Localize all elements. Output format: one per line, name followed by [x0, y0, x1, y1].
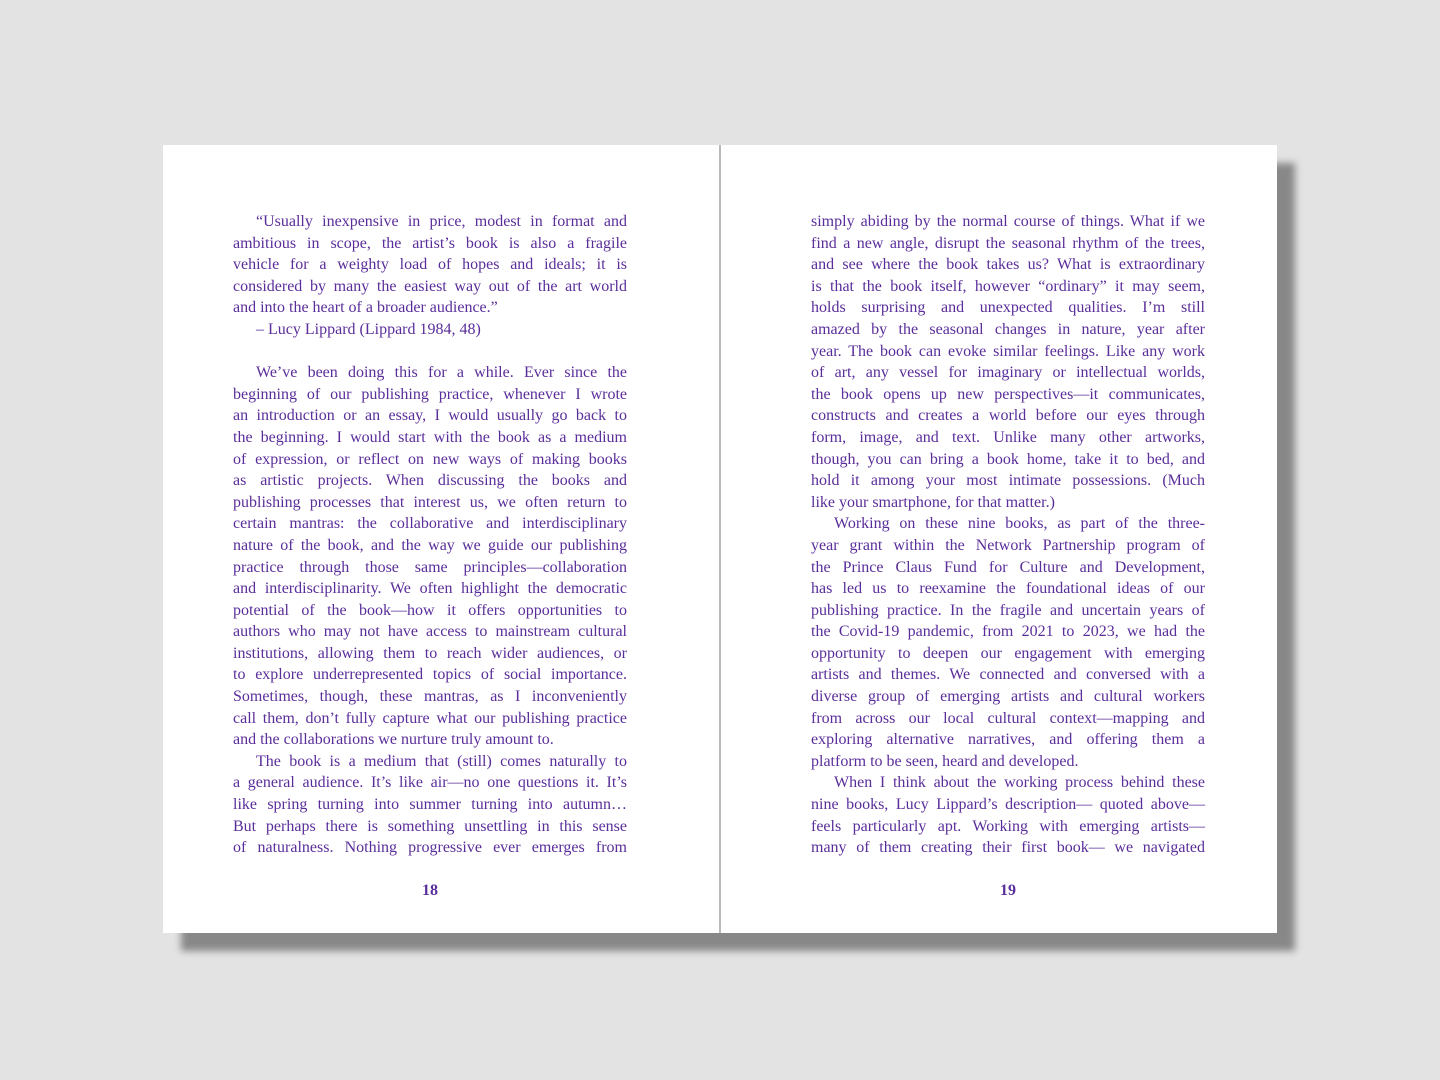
- epigraph-attribution: – Lucy Lippard (Lippard 1984, 48): [256, 320, 481, 338]
- page-number-left: 18: [422, 882, 438, 899]
- text-line: beginning of our publishing practice, whenever I wrote: [233, 385, 627, 403]
- text-line: like spring turning into summer turning into autumn…: [233, 796, 627, 814]
- text-line: platform to be seen, heard and developed.: [811, 752, 1079, 770]
- text-line: as artistic projects. When discussing the books and: [233, 472, 627, 490]
- text-line: a general audience. It’s like air—no one questions it. It’s: [233, 774, 627, 792]
- text-line: holds surprising and unexpected qualities. I’m still: [811, 299, 1205, 317]
- text-line: though, you can bring a book home, take it to bed, and: [811, 450, 1205, 468]
- text-line: of naturalness. Nothing progressive ever emerges from: [233, 839, 627, 857]
- right-page: [721, 145, 1277, 933]
- text-line: nature of the book, and the way we guide our publishing: [233, 536, 627, 554]
- text-line: and see where the book takes us? What is extraordinary: [811, 256, 1205, 274]
- text-line: the Prince Claus Fund for Culture and Development,: [811, 558, 1205, 576]
- text-line: Sometimes, though, these mantras, as I inconveniently: [233, 688, 627, 706]
- text-line: the beginning. I would start with the book as a medium: [233, 428, 627, 446]
- text-line: find a new angle, disrupt the seasonal rhythm of the trees,: [811, 234, 1205, 252]
- text-line: practice through those same principles—collaboration: [233, 558, 627, 576]
- text-line: artists and themes. We connected and conversed with a: [811, 666, 1205, 684]
- left-page-text: [233, 211, 627, 859]
- text-line: has led us to reexamine the foundational ideas of our: [811, 580, 1205, 598]
- text-line: publishing practice. In the fragile and uncertain years of: [811, 601, 1205, 619]
- text-line: potential of the book—how it offers opportunities to: [233, 601, 627, 619]
- epigraph-line: considered by many the easiest way out of the art world: [233, 277, 627, 295]
- text-line: But perhaps there is something unsettling in this sense: [233, 817, 627, 835]
- text-line: the Covid-19 pandemic, from 2021 to 2023, we had the: [811, 623, 1205, 641]
- book-spread: [163, 145, 1277, 933]
- text-line: of art, any vessel for imaginary or intellectual worlds,: [811, 364, 1205, 382]
- text-line: many of them creating their first book— we navigated: [811, 839, 1205, 857]
- text-line: and the collaborations we nurture truly amount to.: [233, 731, 554, 749]
- epigraph-line: vehicle for a weighty load of hopes and ideals; it is: [233, 256, 627, 274]
- text-line: and interdisciplinarity. We often highlight the democratic: [233, 580, 627, 598]
- text-line: institutions, allowing them to reach wider audiences, or: [233, 644, 627, 662]
- left-page: [163, 145, 719, 933]
- epigraph-line: “Usually inexpensive in price, modest in format and: [256, 213, 627, 230]
- text-line: certain mantras: the collaborative and interdisciplinary: [233, 515, 627, 533]
- text-line: The book is a medium that (still) comes naturally to: [256, 752, 627, 770]
- text-line: year. The book can evoke similar feelings. Like any work: [811, 342, 1205, 360]
- text-line: like your smartphone, for that matter.): [811, 493, 1055, 511]
- text-line: is that the book itself, however “ordinary” it may seem,: [811, 277, 1205, 295]
- paragraph-gap: [233, 341, 627, 363]
- text-line: Working on these nine books, as part of the three-: [834, 515, 1205, 533]
- text-line: nine books, Lucy Lippard’s description— quoted above—: [811, 796, 1205, 814]
- text-line: opportunity to deepen our engagement with emerging: [811, 644, 1205, 662]
- text-line: of expression, or reflect on new ways of making books: [233, 450, 627, 468]
- text-line: publishing processes that interest us, we often return to: [233, 493, 627, 511]
- text-line: an introduction or an essay, I would usually go back to: [233, 407, 627, 425]
- epigraph-line: ambitious in scope, the artist’s book is also a fragile: [233, 234, 627, 252]
- epigraph-line: and into the heart of a broader audience.”: [233, 299, 498, 317]
- text-line: form, image, and text. Unlike many other artworks,: [811, 428, 1205, 446]
- text-line: simply abiding by the normal course of things. What if we: [811, 213, 1205, 230]
- text-line: We’ve been doing this for a while. Ever since the: [256, 364, 627, 382]
- text-line: constructs and creates a world before our eyes through: [811, 407, 1205, 425]
- text-line: hold it among your most intimate possessions. (Much: [811, 472, 1205, 490]
- text-line: authors who may not have access to mainstream cultural: [233, 623, 627, 641]
- text-line: from across our local cultural context—mapping and: [811, 709, 1205, 727]
- text-line: call them, don’t fully capture what our publishing practice: [233, 709, 627, 727]
- text-line: amazed by the seasonal changes in nature, year after: [811, 320, 1205, 338]
- text-line: year grant within the Network Partnership program of: [811, 536, 1205, 554]
- text-line: exploring alternative narratives, and offering them a: [811, 731, 1205, 749]
- right-page-text: [811, 211, 1205, 859]
- text-line: the book opens up new perspectives—it communicates,: [811, 385, 1205, 403]
- text-line: to explore underrepresented topics of social importance.: [233, 666, 627, 684]
- text-line: When I think about the working process behind these: [834, 774, 1205, 792]
- text-line: diverse group of emerging artists and cultural workers: [811, 688, 1205, 706]
- text-line: feels particularly apt. Working with emerging artists—: [811, 817, 1205, 835]
- page-number-right: 19: [1000, 882, 1016, 899]
